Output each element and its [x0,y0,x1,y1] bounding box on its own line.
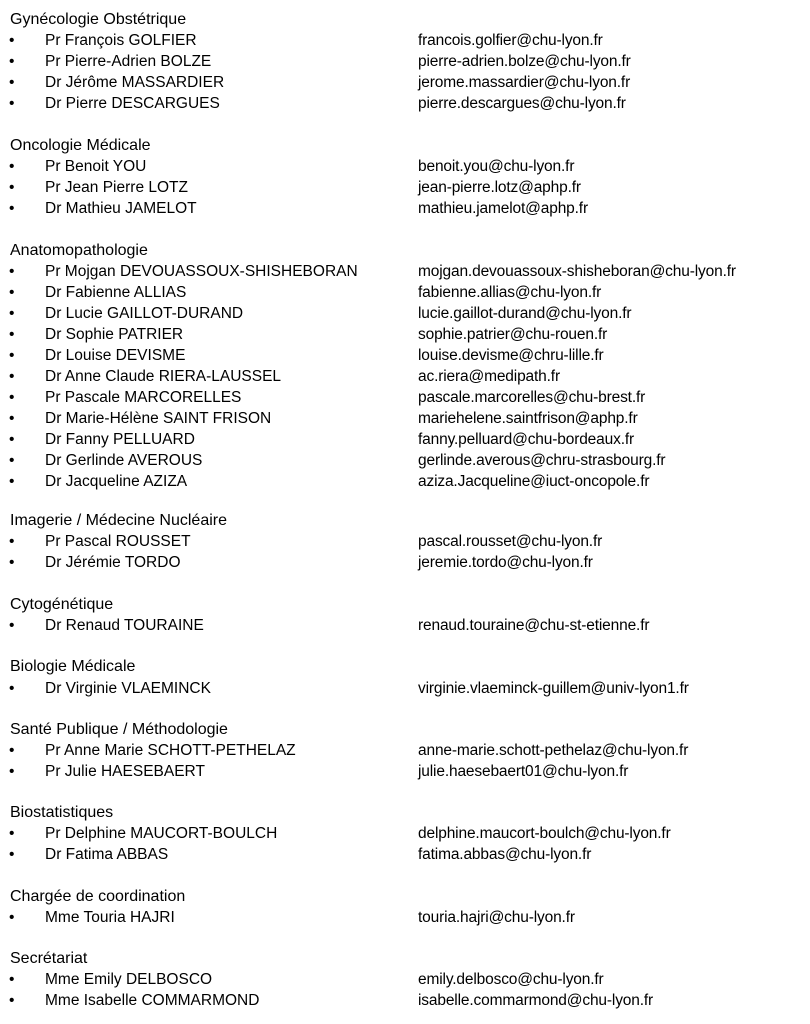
contact-entry [0,51,810,72]
contact-entry [0,969,810,990]
contact-email: jeremie.tordo@chu-lyon.fr [418,554,593,571]
bullet-icon: • [9,410,15,427]
bullet-icon: • [9,971,15,988]
bullet-icon: • [9,617,15,634]
contact-name: Dr Sophie PATRIER [45,326,184,343]
section-title: Biostatistiques [10,804,114,821]
contact-email: aziza.Jacqueline@iuct-oncopole.fr [418,473,650,490]
contact-entry [0,387,810,408]
contact-email: louise.devisme@chru-lille.fr [418,347,604,364]
contact-email: touria.hajri@chu-lyon.fr [418,909,575,926]
contact-entry [0,823,810,844]
contact-email: lucie.gaillot-durand@chu-lyon.fr [418,305,632,322]
contact-email: fatima.abbas@chu-lyon.fr [418,846,592,863]
contact-name: Dr Louise DEVISME [45,347,186,364]
contact-entry [0,531,810,552]
contact-email: pascal.rousset@chu-lyon.fr [418,533,603,550]
section-title: Santé Publique / Méthodologie [10,721,228,738]
contact-entry [0,429,810,450]
section-title: Gynécologie Obstétrique [10,11,187,28]
bullet-icon: • [9,179,15,196]
contact-entry [0,990,810,1011]
contact-email: fanny.pelluard@chu-bordeaux.fr [418,431,635,448]
contact-name: Pr Pierre-Adrien BOLZE [45,53,212,70]
section-title: Imagerie / Médecine Nucléaire [10,512,227,529]
bullet-icon: • [9,452,15,469]
contact-email: francois.golfier@chu-lyon.fr [418,32,603,49]
contact-email: emily.delbosco@chu-lyon.fr [418,971,604,988]
contact-entry [0,408,810,429]
contact-entry [0,761,810,782]
contact-email: fabienne.allias@chu-lyon.fr [418,284,602,301]
contact-entry [0,261,810,282]
contact-name: Pr Pascale MARCORELLES [45,389,242,406]
bullet-icon: • [9,992,15,1009]
bullet-icon: • [9,305,15,322]
contact-name: Dr Jérémie TORDO [45,554,181,571]
section-title: Cytogénétique [10,596,114,613]
contact-name: Pr Delphine MAUCORT-BOULCH [45,825,278,842]
contact-entry [0,282,810,303]
bullet-icon: • [9,909,15,926]
section-title: Anatomopathologie [10,242,148,259]
bullet-icon: • [9,347,15,364]
contact-name: Pr Benoit YOU [45,158,147,175]
bullet-icon: • [9,32,15,49]
bullet-icon: • [9,200,15,217]
bullet-icon: • [9,846,15,863]
bullet-icon: • [9,284,15,301]
contact-email: gerlinde.averous@chru-strasbourg.fr [418,452,666,469]
contact-entry [0,366,810,387]
bullet-icon: • [9,742,15,759]
bullet-icon: • [9,74,15,91]
contact-name: Dr Jérôme MASSARDIER [45,74,225,91]
contact-entry [0,30,810,51]
contact-entry [0,156,810,177]
bullet-icon: • [9,763,15,780]
section-title: Secrétariat [10,950,88,967]
contact-email: mariehelene.saintfrison@aphp.fr [418,410,638,427]
bullet-icon: • [9,680,15,697]
bullet-icon: • [9,554,15,571]
contact-name: Dr Fabienne ALLIAS [45,284,187,301]
contact-entry [0,907,810,928]
contact-entry [0,552,810,573]
contact-name: Pr Pascal ROUSSET [45,533,191,550]
contact-email: jean-pierre.lotz@aphp.fr [418,179,581,196]
bullet-icon: • [9,326,15,343]
contact-email: pierre.descargues@chu-lyon.fr [418,95,626,112]
contact-name: Mme Touria HAJRI [45,909,175,926]
contact-entry [0,844,810,865]
contact-name: Dr Fatima ABBAS [45,846,169,863]
contact-entry [0,615,810,636]
contact-name: Dr Virginie VLAEMINCK [45,680,211,697]
section-title: Chargée de coordination [10,888,186,905]
contact-name: Dr Gerlinde AVEROUS [45,452,203,469]
contact-entry [0,303,810,324]
contact-entry [0,471,810,492]
contact-email: pascale.marcorelles@chu-brest.fr [418,389,646,406]
contact-email: mojgan.devouassoux-shisheboran@chu-lyon.fr [418,263,736,280]
section-title: Oncologie Médicale [10,137,151,154]
bullet-icon: • [9,389,15,406]
contact-name: Dr Lucie GAILLOT-DURAND [45,305,244,322]
contact-name: Pr François GOLFIER [45,32,197,49]
contact-entry [0,450,810,471]
contact-entry [0,72,810,93]
contact-name: Pr Julie HAESEBAERT [45,763,205,780]
contact-email: anne-marie.schott-pethelaz@chu-lyon.fr [418,742,689,759]
contact-name: Dr Anne Claude RIERA-LAUSSEL [45,368,282,385]
contact-email: virginie.vlaeminck-guillem@univ-lyon1.fr [418,680,689,697]
contact-email: julie.haesebaert01@chu-lyon.fr [418,763,629,780]
contact-email: sophie.patrier@chu-rouen.fr [418,326,608,343]
contact-name: Pr Anne Marie SCHOTT-PETHELAZ [45,742,296,759]
contact-name: Dr Mathieu JAMELOT [45,200,197,217]
contact-name: Dr Jacqueline AZIZA [45,473,188,490]
contact-name: Dr Fanny PELLUARD [45,431,195,448]
contact-name: Dr Pierre DESCARGUES [45,95,220,112]
bullet-icon: • [9,95,15,112]
contact-email: benoit.you@chu-lyon.fr [418,158,575,175]
bullet-icon: • [9,825,15,842]
bullet-icon: • [9,533,15,550]
contact-name: Dr Renaud TOURAINE [45,617,204,634]
contact-entry [0,177,810,198]
contact-email: pierre-adrien.bolze@chu-lyon.fr [418,53,631,70]
bullet-icon: • [9,158,15,175]
contact-email: mathieu.jamelot@aphp.fr [418,200,588,217]
contact-entry [0,198,810,219]
contact-entry [0,345,810,366]
bullet-icon: • [9,473,15,490]
contact-email: jerome.massardier@chu-lyon.fr [418,74,631,91]
contact-entry [0,93,810,114]
section-title: Biologie Médicale [10,658,136,675]
contact-email: renaud.touraine@chu-st-etienne.fr [418,617,650,634]
bullet-icon: • [9,53,15,70]
contact-name: Mme Isabelle COMMARMOND [45,992,260,1009]
contact-email: delphine.maucort-boulch@chu-lyon.fr [418,825,671,842]
contact-name: Pr Mojgan DEVOUASSOUX-SHISHEBORAN [45,263,358,280]
contact-entry [0,678,810,699]
bullet-icon: • [9,368,15,385]
contact-name: Pr Jean Pierre LOTZ [45,179,188,196]
contact-entry [0,740,810,761]
bullet-icon: • [9,263,15,280]
bullet-icon: • [9,431,15,448]
contact-entry [0,324,810,345]
contact-name: Mme Emily DELBOSCO [45,971,213,988]
contact-email: ac.riera@medipath.fr [418,368,560,385]
contact-email: isabelle.commarmond@chu-lyon.fr [418,992,654,1009]
contact-name: Dr Marie-Hélène SAINT FRISON [45,410,272,427]
